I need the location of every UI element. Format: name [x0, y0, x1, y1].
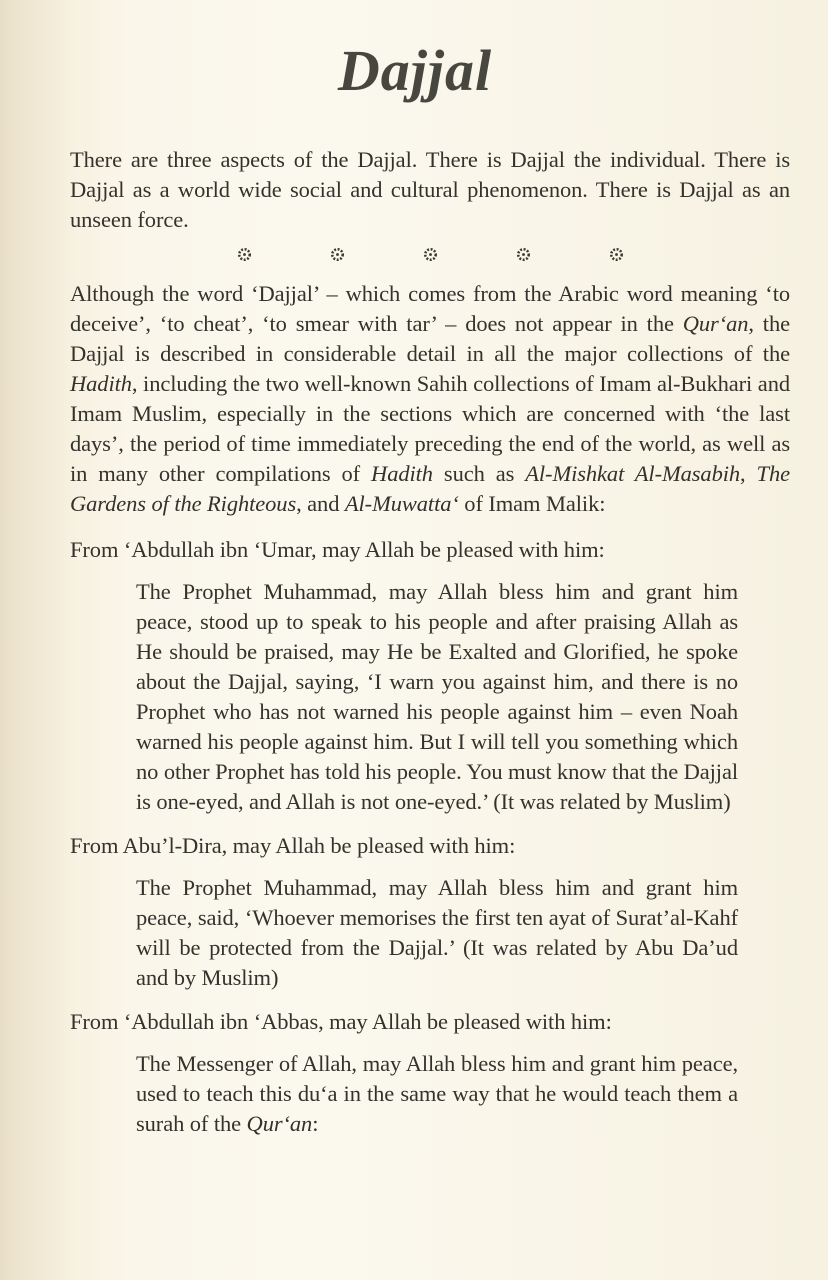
intro-paragraph: There are three aspects of the Dajjal. There is Dajjal the individual. There is Dajjal as a world wide social and cultural phenomenon. There is Dajjal as an unseen force.: [70, 146, 790, 232]
main-paragraph: Although the word ‘Dajjal’ – which comes from the Arabic word meaning ‘to deceive’, ‘to cheat’, ‘to smear with tar’ – does not appear in the Qur‘an, the Dajjal is described in considerable detail in all the major collections of the Hadith, including the two well-known Sahih collections of Imam al-Bukhari and Imam Muslim, especially in the sections which are concerned with ‘the last days’, the period of time immediately preceding the end of the world, as well as in many other compilations of Hadith such as Al-Mishkat Al-Masabih, The Gardens of the Righteous, and Al-Muwatta‘ of Imam Malik:: [70, 280, 790, 516]
page-title: Dajjal: [337, 38, 493, 103]
section-divider: [70, 245, 790, 265]
hadith-quote-3: The Messenger of Allah, may Allah bless him and grant him peace, used to teach this du‘a in the same way that he would teach them a surah of the Qur‘an:: [136, 1050, 738, 1136]
hadith-quote-2: The Prophet Muhammad, may Allah bless him and grant him peace, said, ‘Whoever memorises the first ten ayat of Surat’al-Kahf will be protected from the Dajjal.’ (It was related by Abu Da’ud and by Muslim): [136, 874, 738, 990]
hadith-attribution-2: From Abu’l-Dira, may Allah be pleased with him:: [70, 832, 516, 858]
hadith-attribution-1: From ‘Abdullah ibn ‘Umar, may Allah be pleased with him:: [70, 536, 605, 562]
hadith-quote-1: The Prophet Muhammad, may Allah bless him and grant him peace, stood up to speak to his people and after praising Allah as He should be praised, may He be Exalted and Glorified, he spoke about the Dajjal, saying, ‘I warn you against him, and there is no Prophet who has not warned his people against him – even Noah warned his people against him. But I will tell you something which no other Prophet has told his people. You must know that the Dajjal is one-eyed, and Allah is not one-eyed.’ (It was related by Muslim): [136, 578, 738, 814]
rosette-ornament-icon: [516, 247, 531, 262]
rosette-ornament-icon: [609, 247, 624, 262]
rosette-ornament-icon: [330, 247, 345, 262]
rosette-ornament-icon: [237, 247, 252, 262]
hadith-attribution-3: From ‘Abdullah ibn ‘Abbas, may Allah be pleased with him:: [70, 1008, 612, 1034]
rosette-ornament-icon: [423, 247, 438, 262]
